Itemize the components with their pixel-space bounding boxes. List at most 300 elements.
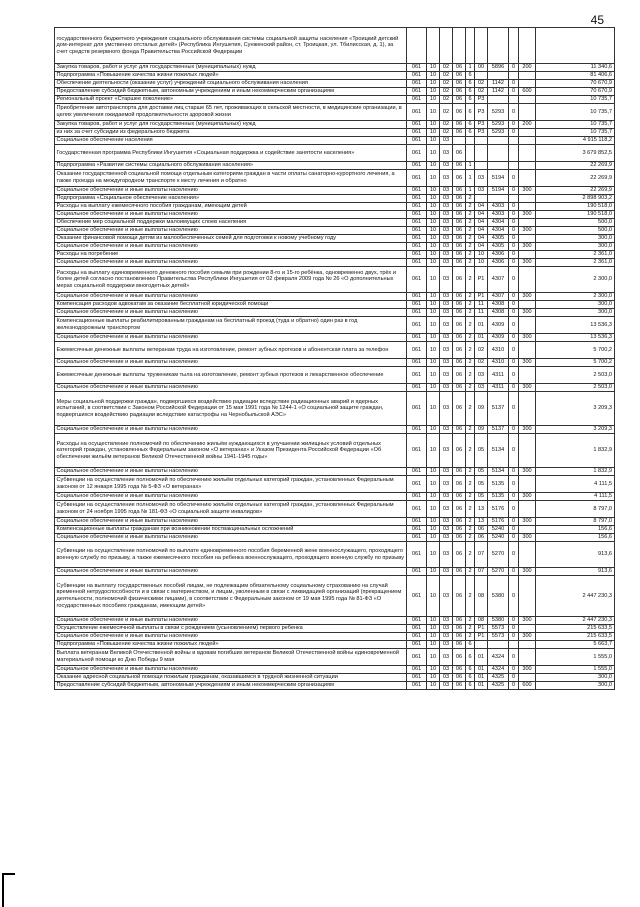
code-cell: 10 <box>427 568 440 576</box>
code-cell: 10 <box>427 625 440 633</box>
table-row <box>55 80 615 88</box>
table-row <box>55 104 615 121</box>
code-cell: 10 <box>427 259 440 267</box>
code-cell: 03 <box>440 195 453 203</box>
code-cell: 0 <box>509 434 519 468</box>
code-cell: 0 <box>509 259 519 267</box>
code-cell <box>519 170 536 187</box>
code-cell: 061 <box>407 235 427 243</box>
code-cell: 02 <box>475 359 488 367</box>
code-cell: 061 <box>407 476 427 493</box>
code-cell: 02 <box>440 64 453 72</box>
code-cell: 03 <box>440 317 453 334</box>
code-cell: 0 <box>509 617 519 625</box>
code-cell <box>519 434 536 468</box>
code-cell: 1142 <box>488 88 509 96</box>
row-description: Осуществление ежемесячной выплаты в связи с рождением (усыновлением) первого ребенка <box>55 625 407 633</box>
table-row <box>55 633 615 641</box>
code-cell <box>475 195 488 203</box>
table-row <box>55 576 615 617</box>
code-cell: 05 <box>475 434 488 468</box>
code-cell: 0 <box>509 649 519 666</box>
code-cell: 6 <box>466 88 475 96</box>
row-description: Ежемесячные денежные выплаты труженикам тыла на изготовление, ремонт зубных протезов и лекарственное обеспечение <box>55 367 407 384</box>
code-cell <box>475 145 488 162</box>
code-cell: 03 <box>475 367 488 384</box>
code-cell: 0 <box>509 625 519 633</box>
code-cell: 2 <box>466 219 475 227</box>
code-cell: 600 <box>519 88 536 96</box>
code-cell: 2 <box>466 568 475 576</box>
code-cell <box>475 641 488 649</box>
code-cell <box>519 96 536 104</box>
row-sum: 913,6 <box>536 568 615 576</box>
row-sum: 500,0 <box>536 219 615 227</box>
table-row <box>55 129 615 137</box>
code-cell: 06 <box>453 666 466 674</box>
code-cell <box>466 145 475 162</box>
table-row <box>55 251 615 259</box>
code-cell: 6 <box>466 96 475 104</box>
code-cell: 061 <box>407 309 427 317</box>
row-sum: 10 735,7 <box>536 104 615 121</box>
row-sum: 70 670,9 <box>536 88 615 96</box>
code-cell: 2 <box>466 576 475 617</box>
code-cell: 4309 <box>488 317 509 334</box>
code-cell: 0 <box>509 576 519 617</box>
code-cell: 03 <box>440 542 453 568</box>
code-cell: 03 <box>475 187 488 195</box>
code-cell: 4304 <box>488 219 509 227</box>
table-row <box>55 293 615 301</box>
code-cell <box>509 137 519 145</box>
code-cell: 10 <box>427 309 440 317</box>
code-cell: 061 <box>407 129 427 137</box>
code-cell: 05 <box>475 493 488 501</box>
row-sum: 10 735,7 <box>536 121 615 129</box>
row-sum: 300,0 <box>536 309 615 317</box>
code-cell: 061 <box>407 384 427 392</box>
code-cell: 300 <box>519 211 536 219</box>
code-cell: 06 <box>453 219 466 227</box>
code-cell: 06 <box>453 317 466 334</box>
code-cell: 061 <box>407 251 427 259</box>
code-cell: 0 <box>509 243 519 251</box>
code-cell: 06 <box>453 211 466 219</box>
row-sum: 190 518,0 <box>536 203 615 211</box>
row-sum <box>536 28 615 64</box>
code-cell: 10 <box>427 468 440 476</box>
code-cell: 0 <box>509 666 519 674</box>
code-cell: 0 <box>509 367 519 384</box>
code-cell <box>519 145 536 162</box>
row-description: Социальное обеспечение и иные выплаты населению <box>55 227 407 235</box>
table-row <box>55 96 615 104</box>
code-cell <box>519 625 536 633</box>
code-cell: 4308 <box>488 301 509 309</box>
code-cell <box>519 367 536 384</box>
code-cell: 10 <box>427 227 440 235</box>
code-cell: 03 <box>440 625 453 633</box>
table-row <box>55 674 615 682</box>
table-row <box>55 162 615 170</box>
code-cell: 5380 <box>488 576 509 617</box>
code-cell: 06 <box>453 426 466 434</box>
code-cell: 2 <box>466 426 475 434</box>
code-cell: 03 <box>440 309 453 317</box>
code-cell: 10 <box>427 211 440 219</box>
row-description: Социальное обеспечение и иные выплаты населению <box>55 666 407 674</box>
row-sum: 8 797,0 <box>536 518 615 526</box>
table-row <box>55 170 615 187</box>
code-cell: 10 <box>427 293 440 301</box>
corner-mark <box>2 873 15 907</box>
code-cell: 06 <box>453 649 466 666</box>
code-cell: 0 <box>509 293 519 301</box>
row-description: Расходы на погребение <box>55 251 407 259</box>
code-cell <box>519 203 536 211</box>
code-cell: 5194 <box>488 170 509 187</box>
code-cell <box>519 72 536 80</box>
table-row <box>55 434 615 468</box>
code-cell: 06 <box>453 568 466 576</box>
code-cell: 0 <box>509 534 519 542</box>
code-cell: 061 <box>407 227 427 235</box>
code-cell: 02 <box>475 342 488 359</box>
code-cell: 03 <box>440 641 453 649</box>
code-cell: 061 <box>407 666 427 674</box>
code-cell: 300 <box>519 493 536 501</box>
code-cell: 10 <box>427 384 440 392</box>
code-cell: 03 <box>440 334 453 342</box>
row-description: Социальное обеспечение и иные выплаты населению <box>55 293 407 301</box>
row-sum: 1 832,9 <box>536 434 615 468</box>
code-cell: 061 <box>407 121 427 129</box>
code-cell: 6 <box>466 649 475 666</box>
row-description: Расходы на выплату ежемесячного пособия гражданам, имеющим детей <box>55 203 407 211</box>
code-cell: 061 <box>407 518 427 526</box>
code-cell: 061 <box>407 576 427 617</box>
row-sum: 3 209,3 <box>536 392 615 426</box>
code-cell: 10 <box>427 674 440 682</box>
code-cell: 061 <box>407 392 427 426</box>
code-cell: 2 <box>466 235 475 243</box>
code-cell <box>509 641 519 649</box>
code-cell: 2 <box>466 359 475 367</box>
row-description: государственного бюджетного учреждения социального обслуживания системы социальной защиты населения «Троицкий детский дом-интернат для умственно отсталых детей» (Республика Ингушетия, Сунженский район, ст. Троицкая, ул. Тбилисская, д. 1), за счет средств резервного фонда Правительства Российской Федерации <box>55 28 407 64</box>
code-cell: 5137 <box>488 426 509 434</box>
code-cell: 0 <box>509 80 519 88</box>
table-row <box>55 526 615 534</box>
code-cell: 06 <box>453 682 466 690</box>
code-cell: 06 <box>453 534 466 542</box>
code-cell: 2 <box>466 501 475 518</box>
code-cell: 03 <box>440 476 453 493</box>
code-cell: 04 <box>475 243 488 251</box>
code-cell: 06 <box>475 526 488 534</box>
code-cell: 02 <box>440 88 453 96</box>
code-cell: 5137 <box>488 392 509 426</box>
code-cell: 061 <box>407 568 427 576</box>
code-cell: 6 <box>466 666 475 674</box>
code-cell <box>488 195 509 203</box>
row-description: Подпрограмма «Повышение качества жизни пожилых людей» <box>55 72 407 80</box>
code-cell <box>519 235 536 243</box>
code-cell <box>519 501 536 518</box>
code-cell: 5293 <box>488 104 509 121</box>
code-cell: 6 <box>466 80 475 88</box>
row-sum: 2 300,0 <box>536 267 615 293</box>
code-cell <box>519 267 536 293</box>
table-row <box>55 267 615 293</box>
table-row <box>55 476 615 493</box>
code-cell: 10 <box>427 170 440 187</box>
code-cell: 01 <box>475 334 488 342</box>
code-cell: 06 <box>453 259 466 267</box>
code-cell: 061 <box>407 359 427 367</box>
code-cell <box>475 72 488 80</box>
code-cell: 03 <box>440 649 453 666</box>
code-cell: 10 <box>427 617 440 625</box>
code-cell: 300 <box>519 227 536 235</box>
code-cell: P1 <box>475 633 488 641</box>
row-sum: 215 633,5 <box>536 633 615 641</box>
code-cell: 0 <box>509 426 519 434</box>
row-sum: 2 300,0 <box>536 293 615 301</box>
code-cell: 06 <box>453 121 466 129</box>
code-cell <box>519 649 536 666</box>
table-row <box>55 121 615 129</box>
code-cell: 061 <box>407 195 427 203</box>
code-cell: 5293 <box>488 121 509 129</box>
code-cell <box>509 96 519 104</box>
table-row <box>55 493 615 501</box>
code-cell: 0 <box>509 121 519 129</box>
row-sum: 10 735,7 <box>536 129 615 137</box>
row-description: Региональный проект «Старшее поколение» <box>55 96 407 104</box>
row-description: Приобретение автотранспорта для доставки лиц старше 65 лет, проживающих в сельской местности, в медицинские организации, в целях увеличения ожидаемой продолжительности здоровой жизни <box>55 104 407 121</box>
row-description: Социальное обеспечение и иные выплаты населению <box>55 211 407 219</box>
row-description: Социальное обеспечение и иные выплаты населению <box>55 518 407 526</box>
code-cell: 4307 <box>488 267 509 293</box>
code-cell: 061 <box>407 682 427 690</box>
code-cell <box>488 28 509 64</box>
code-cell: 03 <box>440 162 453 170</box>
row-sum: 13 536,3 <box>536 317 615 334</box>
code-cell: 06 <box>453 243 466 251</box>
table-row <box>55 542 615 568</box>
code-cell: 06 <box>453 617 466 625</box>
code-cell: 03 <box>475 384 488 392</box>
code-cell: 061 <box>407 534 427 542</box>
code-cell: 5270 <box>488 542 509 568</box>
code-cell: 300 <box>519 633 536 641</box>
code-cell: 10 <box>427 267 440 293</box>
code-cell: 2 <box>466 384 475 392</box>
code-cell: 10 <box>427 501 440 518</box>
row-sum: 1 555,0 <box>536 649 615 666</box>
code-cell: 2 <box>466 317 475 334</box>
code-cell: 061 <box>407 342 427 359</box>
code-cell: 10 <box>427 317 440 334</box>
code-cell: 061 <box>407 267 427 293</box>
code-cell: 02 <box>475 80 488 88</box>
code-cell: 01 <box>475 317 488 334</box>
table-row <box>55 641 615 649</box>
row-sum: 81 406,6 <box>536 72 615 80</box>
code-cell <box>519 342 536 359</box>
code-cell: 0 <box>509 493 519 501</box>
code-cell: 061 <box>407 137 427 145</box>
code-cell <box>475 137 488 145</box>
code-cell: 2 <box>466 243 475 251</box>
code-cell: 10 <box>427 526 440 534</box>
row-description: Субвенции на выплату государственных пособий лицам, не подлежащим обязательному социальному страхованию на случай временной нетрудоспособности и в связи с материнством, и лицам, уволенным в связи с ликвидацией организаций (прекращением деятельности, полномочий физическими лицами), в соответствии с Федеральным законом от 19 мая 1995 года № 81-ФЗ «О государственных пособиях гражданам, имеющим детей» <box>55 576 407 617</box>
code-cell: 10 <box>427 137 440 145</box>
code-cell: 06 <box>453 641 466 649</box>
code-cell: 2 <box>466 542 475 568</box>
code-cell: 10 <box>427 187 440 195</box>
table-row <box>55 501 615 518</box>
code-cell: 02 <box>440 80 453 88</box>
code-cell: 061 <box>407 649 427 666</box>
code-cell: 03 <box>440 243 453 251</box>
page-number: 45 <box>590 13 604 27</box>
code-cell: 06 <box>453 392 466 426</box>
row-description: Ежемесячные денежные выплаты ветеранам труда на изготовление, ремонт зубных протезов и абонентская плата за телефон <box>55 342 407 359</box>
row-description: Социальное обеспечение и иные выплаты населению <box>55 493 407 501</box>
table-row <box>55 88 615 96</box>
code-cell: 03 <box>440 534 453 542</box>
table-row <box>55 72 615 80</box>
code-cell: 5573 <box>488 633 509 641</box>
code-cell: 0 <box>509 392 519 426</box>
code-cell: 10 <box>427 104 440 121</box>
row-sum: 190 518,0 <box>536 211 615 219</box>
code-cell: 13 <box>475 518 488 526</box>
row-description: Социальное обеспечение и иные выплаты населению <box>55 187 407 195</box>
code-cell: 10 <box>427 342 440 359</box>
code-cell: 06 <box>453 625 466 633</box>
code-cell: 4311 <box>488 384 509 392</box>
row-description: Государственная программа Республики Ингушетия «Социальная поддержка и содействие занятости населения» <box>55 145 407 162</box>
code-cell: 0 <box>509 187 519 195</box>
code-cell: 300 <box>519 293 536 301</box>
code-cell: 03 <box>440 170 453 187</box>
code-cell: 03 <box>440 211 453 219</box>
code-cell: 6 <box>466 104 475 121</box>
table-row <box>55 195 615 203</box>
row-sum: 11 340,6 <box>536 64 615 72</box>
row-sum: 4 111,5 <box>536 476 615 493</box>
code-cell: 06 <box>453 576 466 617</box>
code-cell: 4324 <box>488 666 509 674</box>
code-cell: 5240 <box>488 534 509 542</box>
code-cell: 061 <box>407 641 427 649</box>
code-cell: 11 <box>475 301 488 309</box>
code-cell: 0 <box>509 317 519 334</box>
row-description: Расходы на осуществление полномочий по обеспечению жильём нуждающихся в улучшении жилищных условий отдельных категорий граждан, установленных Федеральным законом «О ветеранах» и Указом Президента Российской Федерации «Об обеспечении жильём ветеранов Великой Отечественной войны 1941-1945 годы» <box>55 434 407 468</box>
code-cell: 5176 <box>488 518 509 526</box>
code-cell <box>427 28 440 64</box>
table-row <box>55 468 615 476</box>
row-sum: 1 832,9 <box>536 468 615 476</box>
code-cell: 03 <box>440 493 453 501</box>
row-sum: 300,0 <box>536 235 615 243</box>
code-cell: 06 <box>453 476 466 493</box>
code-cell: 2 <box>466 367 475 384</box>
code-cell: 03 <box>440 235 453 243</box>
code-cell: 061 <box>407 617 427 625</box>
code-cell: 06 <box>453 518 466 526</box>
code-cell: 10 <box>427 195 440 203</box>
code-cell: 10 <box>427 96 440 104</box>
code-cell: 03 <box>440 568 453 576</box>
row-description: Оказание государственной социальной помощи отдельным категориям граждан в части оплаты санаторно-курортного лечения, а также проезда на междугородном транспорте к месту лечения и обратно <box>55 170 407 187</box>
row-sum: 2 447 230,3 <box>536 576 615 617</box>
code-cell: 03 <box>440 227 453 235</box>
row-sum: 2 361,0 <box>536 251 615 259</box>
code-cell: 04 <box>475 227 488 235</box>
code-cell: 0 <box>509 568 519 576</box>
code-cell <box>453 28 466 64</box>
code-cell: 300 <box>519 617 536 625</box>
code-cell: 6 <box>466 121 475 129</box>
code-cell: 08 <box>475 576 488 617</box>
code-cell <box>509 145 519 162</box>
table-row <box>55 259 615 267</box>
code-cell: 05 <box>475 468 488 476</box>
table-row <box>55 384 615 392</box>
code-cell: 0 <box>509 542 519 568</box>
code-cell: 4303 <box>488 211 509 219</box>
table-row <box>55 219 615 227</box>
code-cell <box>488 96 509 104</box>
row-sum: 22 269,9 <box>536 187 615 195</box>
row-sum: 10 735,7 <box>536 96 615 104</box>
code-cell: 061 <box>407 203 427 211</box>
row-sum: 500,0 <box>536 227 615 235</box>
code-cell: 061 <box>407 145 427 162</box>
code-cell: 06 <box>453 434 466 468</box>
code-cell: 4308 <box>488 309 509 317</box>
code-cell: 10 <box>475 259 488 267</box>
code-cell: 06 <box>453 72 466 80</box>
code-cell: 061 <box>407 211 427 219</box>
code-cell: 1142 <box>488 80 509 88</box>
code-cell <box>440 28 453 64</box>
code-cell <box>519 195 536 203</box>
row-sum: 3 679 852,5 <box>536 145 615 162</box>
code-cell: 03 <box>440 145 453 162</box>
table-row <box>55 145 615 162</box>
code-cell: 6 <box>466 682 475 690</box>
code-cell: 06 <box>475 534 488 542</box>
row-sum: 300,0 <box>536 301 615 309</box>
row-description: Социальное обеспечение и иные выплаты населению <box>55 334 407 342</box>
table-row <box>55 227 615 235</box>
code-cell: 02 <box>440 72 453 80</box>
code-cell: 0 <box>509 227 519 235</box>
code-cell: 0 <box>509 674 519 682</box>
code-cell: 4306 <box>488 251 509 259</box>
code-cell: 2 <box>466 301 475 309</box>
budget-table <box>54 27 615 690</box>
row-sum: 3 209,3 <box>536 426 615 434</box>
code-cell: 6 <box>466 72 475 80</box>
code-cell: 061 <box>407 72 427 80</box>
code-cell: 4325 <box>488 674 509 682</box>
